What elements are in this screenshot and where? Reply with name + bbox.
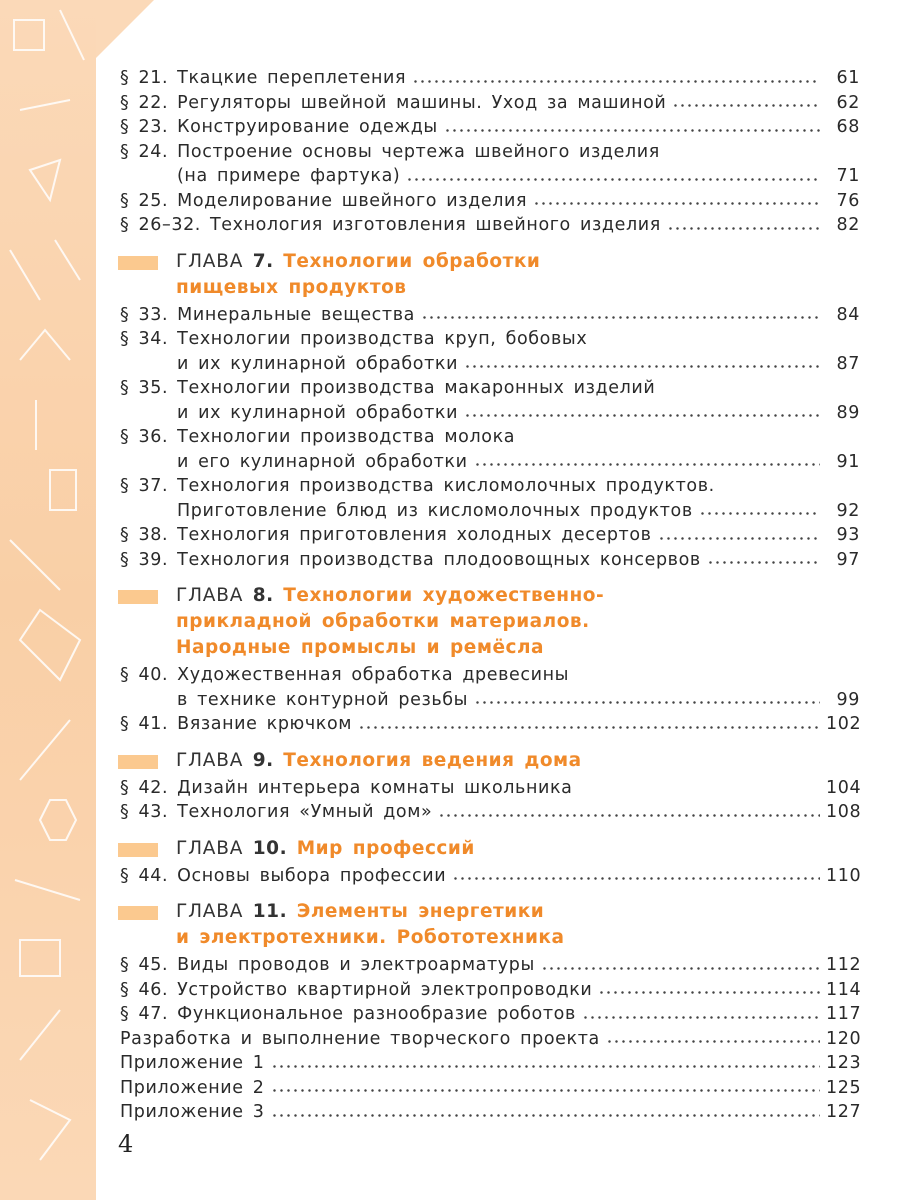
toc-entry[interactable] — [120, 548, 860, 573]
entry-number: § 23. — [120, 117, 169, 137]
chapter-marker — [118, 755, 158, 769]
entry-page: 110 — [826, 865, 862, 886]
toc-entry[interactable] — [120, 1002, 860, 1027]
dot-leader — [271, 1087, 820, 1094]
entry-title: Ткацкие переплетения — [177, 68, 407, 88]
toc-entry-continued[interactable] — [120, 499, 860, 524]
entry-number: § 40. — [120, 665, 169, 685]
entry-page: 125 — [826, 1077, 862, 1098]
chapter-marker — [118, 906, 158, 920]
chapter-heading[interactable] — [120, 836, 860, 862]
entry-title: Регуляторы швейной машины. Уход за машиной — [177, 92, 667, 113]
entry-title: Вязание крючком — [177, 714, 353, 734]
toc-entry[interactable] — [120, 425, 860, 450]
toc-entry-continued[interactable] — [120, 401, 860, 426]
dot-leader — [667, 225, 820, 232]
entry-page: 114 — [826, 979, 862, 1000]
toc-entry-continued[interactable] — [120, 450, 860, 475]
entry-number: § 44. — [120, 865, 169, 886]
chapter-heading[interactable] — [120, 899, 860, 951]
entry-page: 123 — [826, 1053, 862, 1073]
dot-leader — [658, 535, 820, 542]
entry-page: 91 — [836, 451, 860, 472]
toc-entry[interactable] — [120, 189, 860, 214]
toc-entry[interactable] — [120, 663, 860, 688]
entry-title: Технологии производства молока — [177, 427, 516, 447]
dot-leader — [474, 699, 820, 706]
entry-title-cont: и их кулинарной обработки — [177, 353, 459, 374]
entry-number: § 36. — [120, 427, 169, 447]
entry-title: Приложение 3 — [120, 1102, 265, 1122]
toc-entry[interactable] — [120, 474, 860, 499]
toc-entry[interactable] — [120, 978, 860, 1003]
toc-entry-continued[interactable] — [120, 688, 860, 713]
toc-entry[interactable] — [120, 91, 860, 116]
dot-leader — [444, 127, 820, 134]
chapter-title: прикладной обработки материалов. — [176, 611, 590, 632]
dot-leader — [358, 724, 820, 731]
entry-page: 97 — [836, 549, 860, 570]
entry-title: Конструирование одежды — [177, 117, 438, 137]
entry-page: 68 — [836, 117, 860, 137]
dot-leader — [464, 412, 820, 419]
toc-entry[interactable] — [120, 1027, 860, 1052]
entry-page: 84 — [836, 304, 860, 325]
dot-leader — [699, 510, 820, 517]
entry-number: § 41. — [120, 714, 169, 734]
entry-title: Разработка и выполнение творческого проекта — [120, 1028, 600, 1049]
entry-page: 108 — [826, 802, 862, 822]
entry-number: § 24. — [120, 141, 169, 162]
entry-title: Технология изготовления швейного изделия — [209, 215, 661, 235]
page-number: 4 — [118, 1130, 134, 1158]
entry-page: 117 — [826, 1004, 862, 1024]
chapter-title: пищевых продуктов — [176, 276, 407, 298]
chapter-heading[interactable] — [120, 583, 860, 661]
entry-number: § 22. — [120, 92, 169, 113]
dot-leader — [406, 176, 820, 183]
entry-number: § 46. — [120, 979, 169, 1000]
entry-number: § 35. — [120, 378, 169, 398]
dot-leader — [421, 314, 820, 321]
toc-entry[interactable] — [120, 800, 860, 825]
entry-number: § 42. — [120, 777, 169, 798]
chapter-label: ГЛАВА — [176, 250, 244, 272]
entry-page: 120 — [826, 1028, 862, 1049]
entry-number: § 45. — [120, 955, 169, 975]
entry-page: 87 — [836, 353, 860, 374]
entry-number: § 34. — [120, 329, 169, 349]
toc-entry[interactable] — [120, 953, 860, 978]
entry-number: § 47. — [120, 1004, 169, 1024]
toc-entry[interactable] — [120, 712, 860, 737]
entry-title-cont: в технике контурной резьбы — [177, 689, 469, 710]
entry-title: Моделирование швейного изделия — [177, 190, 528, 211]
entry-title: Технология «Умный дом» — [177, 802, 433, 822]
entry-title: Минеральные вещества — [177, 304, 415, 325]
entry-number: § 43. — [120, 802, 169, 822]
entry-number: § 38. — [120, 525, 169, 545]
entry-title-cont: и его кулинарной обработки — [177, 451, 468, 472]
chapter-number: 8. — [252, 585, 274, 606]
toc-entry[interactable] — [120, 1100, 860, 1125]
chapter-number: 10. — [252, 837, 288, 859]
entry-page: 92 — [836, 500, 860, 521]
entry-title: Основы выбора профессии — [177, 865, 447, 886]
entry-title: Приложение 1 — [120, 1053, 265, 1073]
dot-leader — [606, 1038, 820, 1045]
chapter-title: и электротехники. Робототехника — [176, 927, 565, 948]
entry-title: Технологии производства макаронных изделий — [177, 378, 656, 398]
chapter-label: ГЛАВА — [176, 585, 244, 606]
entry-title: Технология производства кисломолочных продуктов. — [177, 476, 715, 496]
entry-page: 93 — [836, 525, 860, 545]
chapter-title: Элементы энергетики — [296, 901, 545, 922]
entry-title: Технологии производства круп, бобовых — [177, 329, 588, 349]
geometric-pattern-icon — [0, 0, 96, 1200]
toc-entry-continued[interactable] — [120, 164, 860, 189]
chapter-number: 11. — [252, 901, 288, 922]
entry-title: Построение основы чертежа швейного изделия — [177, 141, 660, 162]
chapter-number: 7. — [252, 250, 274, 272]
toc-entry[interactable] — [120, 303, 860, 328]
dot-leader — [672, 102, 820, 109]
chapter-marker — [118, 256, 158, 270]
chapter-marker — [118, 843, 158, 857]
entry-page: 102 — [826, 714, 862, 734]
dot-leader — [271, 1112, 820, 1119]
toc-entry[interactable] — [120, 115, 860, 140]
chapter-title: Мир профессий — [296, 837, 475, 859]
entry-title: Функциональное разнообразие роботов — [177, 1004, 576, 1024]
dot-leader — [474, 461, 820, 468]
table-of-contents — [120, 66, 860, 1125]
entry-number: § 26–32. — [120, 215, 201, 235]
entry-number: § 39. — [120, 549, 169, 570]
entry-page: 112 — [826, 955, 862, 975]
entry-page: 76 — [836, 190, 860, 211]
chapter-title: Технологии обработки — [283, 250, 541, 272]
chapter-title: Народные промыслы и ремёсла — [176, 637, 544, 658]
chapter-marker — [118, 590, 158, 604]
corner-decoration — [96, 0, 154, 58]
chapter-heading[interactable] — [120, 249, 860, 301]
dot-leader — [541, 965, 820, 972]
toc-entry[interactable] — [120, 66, 860, 91]
toc-entry[interactable] — [120, 376, 860, 401]
toc-entry[interactable] — [120, 140, 860, 165]
dot-leader — [438, 812, 820, 819]
chapter-label: ГЛАВА — [176, 837, 244, 859]
dot-leader — [533, 200, 820, 207]
dot-leader — [452, 875, 820, 882]
toc-entry[interactable] — [120, 523, 860, 548]
entry-title-cont: и их кулинарной обработки — [177, 402, 459, 423]
entry-title: Виды проводов и электроарматуры — [177, 955, 535, 975]
entry-number: § 21. — [120, 68, 169, 88]
dot-leader — [464, 363, 820, 370]
chapter-title: Технологии художественно- — [283, 585, 605, 606]
entry-title: Художественная обработка древесины — [177, 665, 570, 685]
toc-entry[interactable] — [120, 327, 860, 352]
toc-entry-continued[interactable] — [120, 352, 860, 377]
dot-leader — [598, 989, 820, 996]
dot-leader — [582, 1014, 820, 1021]
entry-page: 99 — [836, 689, 860, 710]
entry-title: Устройство квартирной электропроводки — [177, 979, 593, 1000]
entry-page: 82 — [836, 215, 860, 235]
chapter-title: Технология ведения дома — [283, 749, 582, 771]
chapter-label: ГЛАВА — [176, 749, 244, 771]
entry-number: § 33. — [120, 304, 169, 325]
entry-page: 127 — [826, 1102, 862, 1122]
toc-entry[interactable] — [120, 776, 860, 801]
dot-leader — [707, 559, 820, 566]
chapter-heading[interactable] — [120, 748, 860, 774]
entry-title: Технология производства плодоовощных консервов — [177, 549, 701, 570]
toc-entry[interactable] — [120, 1051, 860, 1076]
entry-page: 61 — [836, 68, 860, 88]
entry-page: 89 — [836, 402, 860, 423]
dot-leader — [271, 1063, 820, 1070]
chapter-label: ГЛАВА — [176, 901, 244, 922]
chapter-number: 9. — [252, 749, 274, 771]
entry-number: § 25. — [120, 190, 169, 211]
entry-page: 71 — [836, 166, 860, 186]
entry-title: Дизайн интерьера комнаты школьника — [177, 777, 573, 798]
entry-page: 104 — [826, 777, 862, 798]
entry-title: Приложение 2 — [120, 1077, 265, 1098]
entry-page: 62 — [836, 92, 860, 113]
toc-entry[interactable] — [120, 213, 860, 238]
dot-leader — [412, 78, 820, 85]
entry-number: § 37. — [120, 476, 169, 496]
toc-entry[interactable] — [120, 1076, 860, 1101]
toc-entry[interactable] — [120, 864, 860, 889]
entry-title: Технология приготовления холодных десертов — [177, 525, 652, 545]
entry-title-cont: Приготовление блюд из кисломолочных продуктов — [177, 500, 693, 521]
decorative-sidebar — [0, 0, 96, 1200]
entry-title-cont: (на примере фартука) — [177, 166, 401, 186]
